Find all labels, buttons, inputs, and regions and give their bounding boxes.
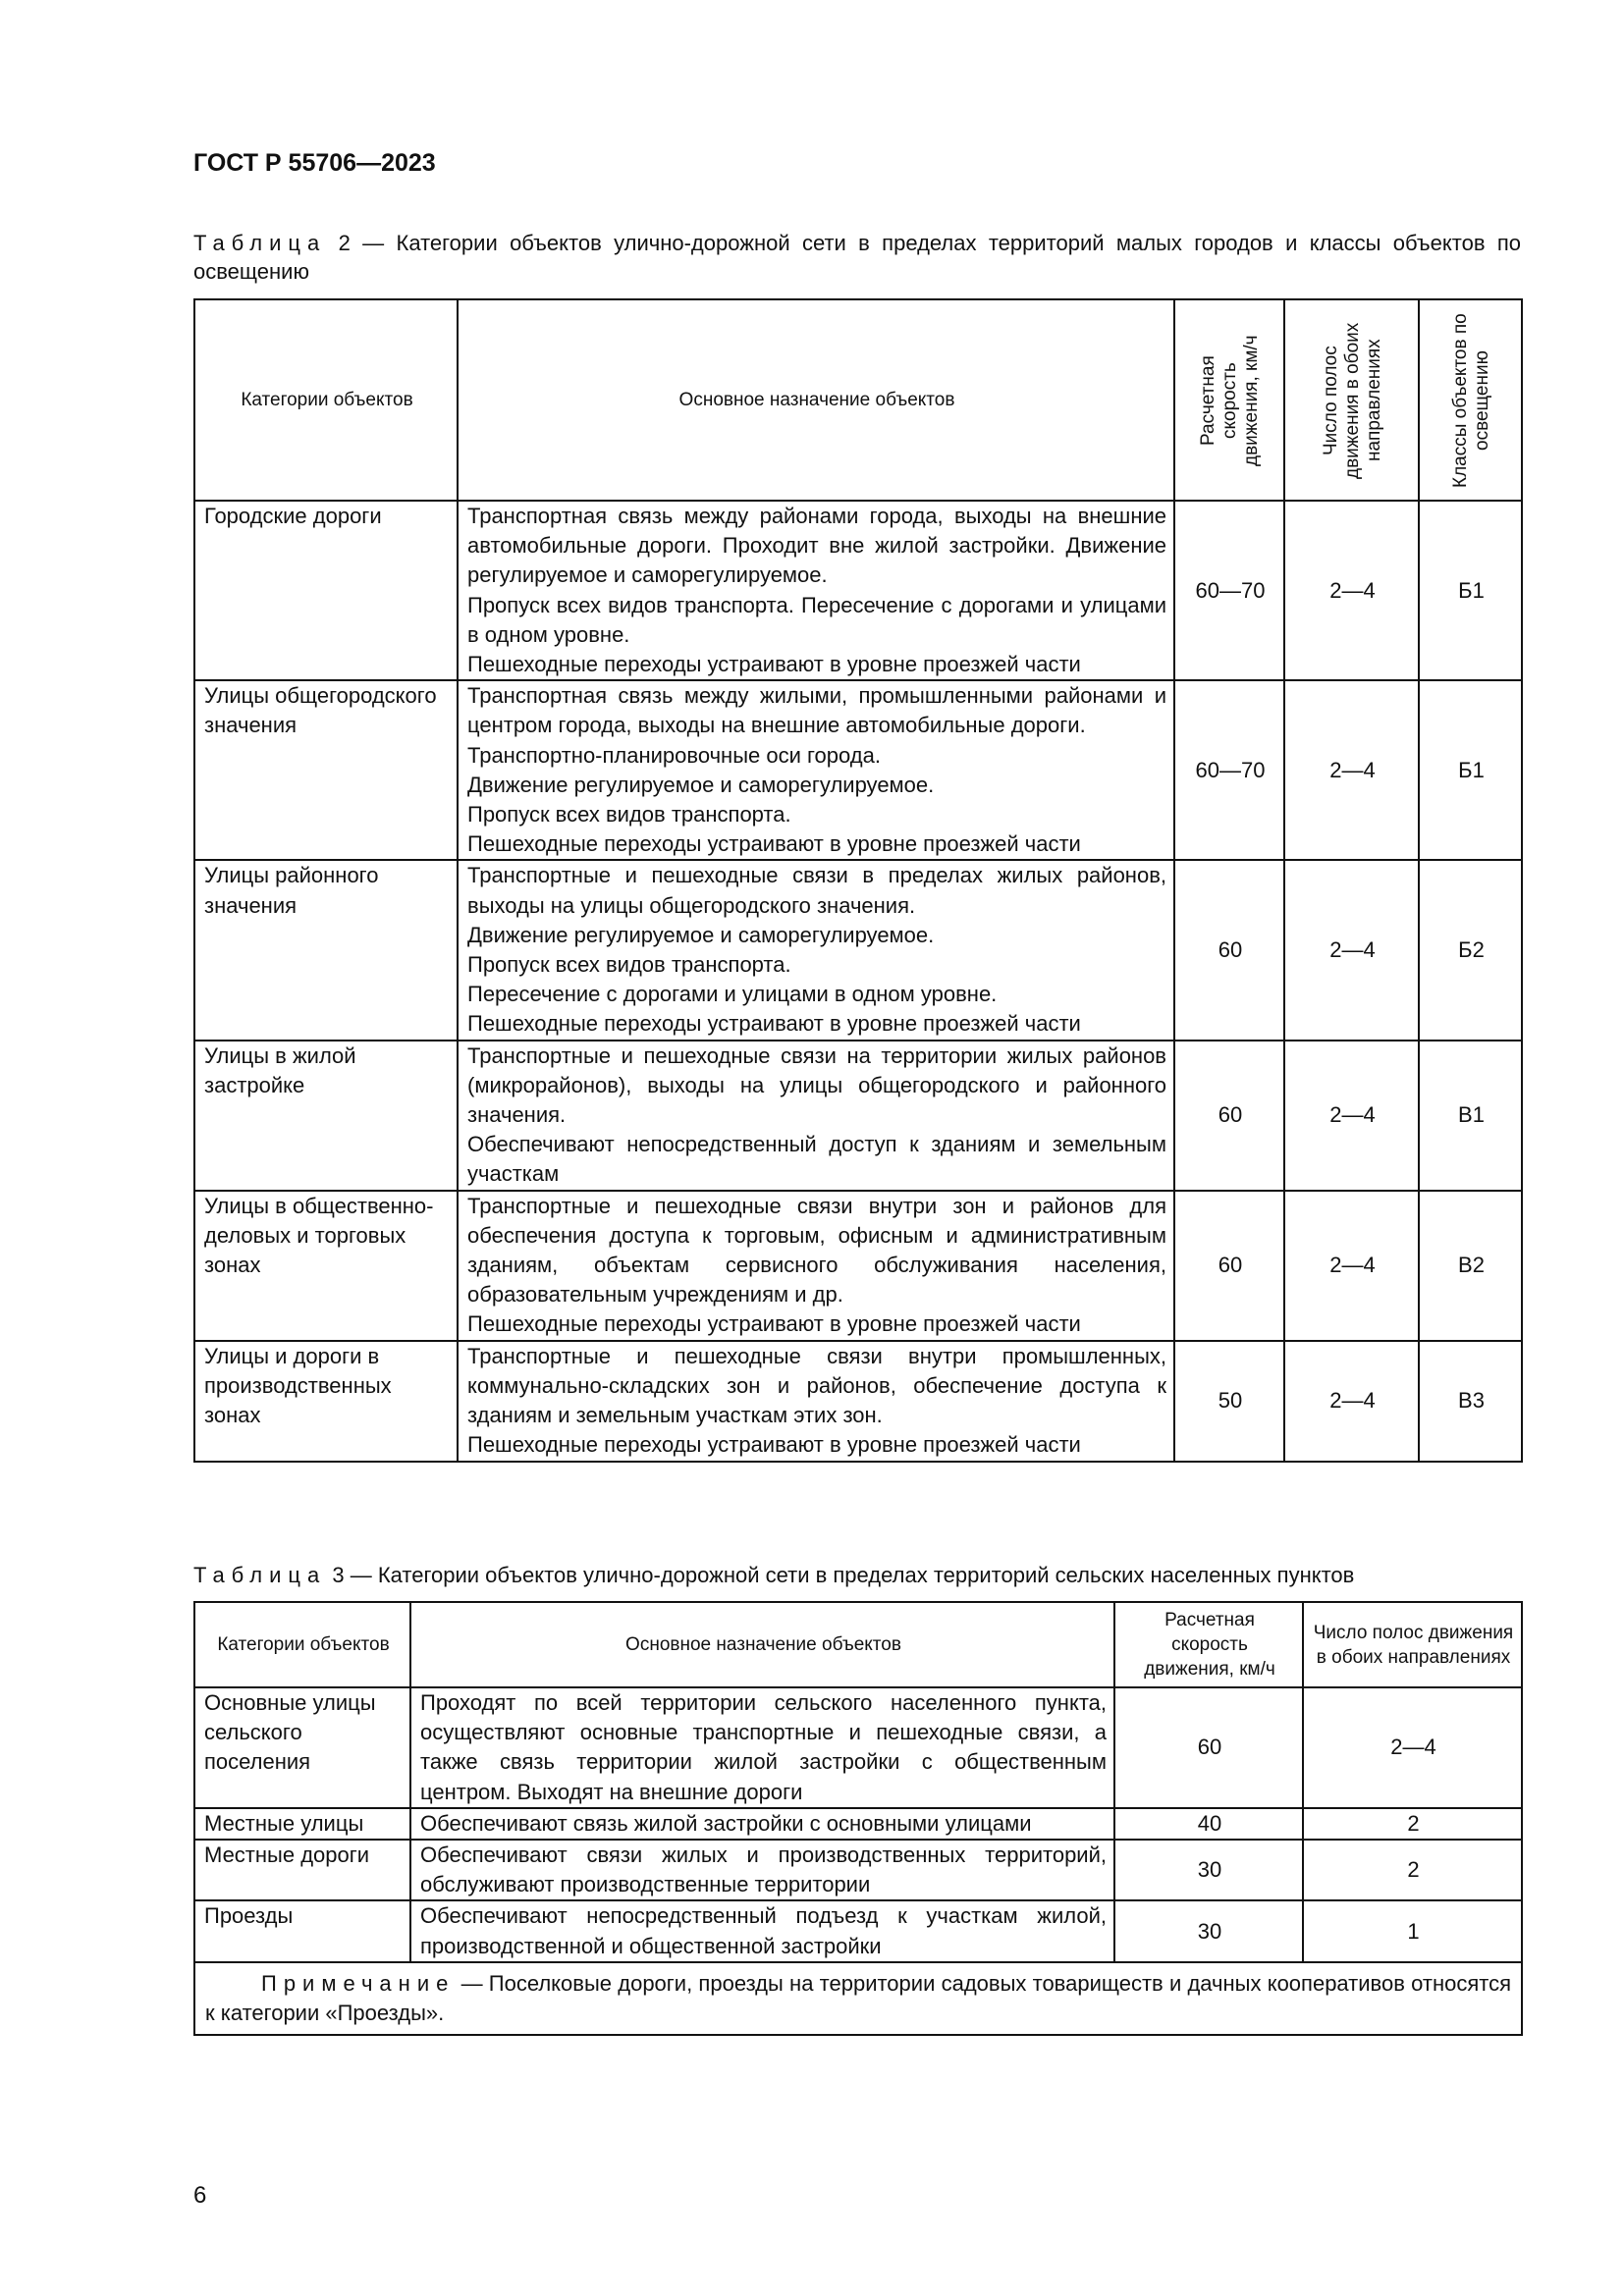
table2-cell-class: Б1 — [1419, 680, 1522, 860]
table2-cell-class: В1 — [1419, 1041, 1522, 1191]
table2-cell-speed: 60 — [1174, 1041, 1284, 1191]
table2-cell-category: Улицы в жилой застройке — [194, 1041, 458, 1191]
table3-cell-speed: 60 — [1114, 1687, 1303, 1808]
table3-cell-category: Проезды — [194, 1900, 410, 1961]
table3-cell-lanes: 2 — [1303, 1808, 1522, 1840]
table2-cell-class: Б1 — [1419, 501, 1522, 680]
table2-cell-purpose: Транспортные и пешеходные связи внутри зон и районов для обеспечения доступа к торговым, офисным и административным зданиям, объектам сервисного обслуживания населения, образовательным учреждениям и др. Пешеходные переходы устраивают в уровне проезжей части — [458, 1191, 1174, 1341]
table2-cell-class: В2 — [1419, 1191, 1522, 1341]
table2-cell-purpose: Транспортные и пешеходные связи на территории жилых районов (микрорайонов), выходы на улицы общегородского и районного значения. Обеспечивают непосредственный доступ к зданиям и земельным участкам — [458, 1041, 1174, 1191]
table2-header-speed-text: Расчетная скорость движения, км/ч — [1198, 334, 1262, 466]
table3-header-category: Категории объектов — [194, 1602, 410, 1687]
table2-cell-lanes: 2—4 — [1284, 1041, 1419, 1191]
table-row — [194, 1341, 1522, 1462]
table2-cell-lanes: 2—4 — [1284, 680, 1419, 860]
table3-note-text: — Поселковые дороги, проезды на территории садовых товариществ и дачных кооперативов относятся к категории «Проезды». — [205, 1970, 1511, 2026]
table2-header-row — [194, 299, 1522, 501]
table-row — [194, 501, 1522, 680]
table-row — [194, 1191, 1522, 1341]
table2-body — [194, 501, 1522, 1462]
table-row — [194, 1900, 1522, 1961]
table2 — [193, 298, 1523, 1463]
table-row — [194, 1041, 1522, 1191]
table2-header-lanes — [1284, 299, 1419, 501]
table2-cell-category: Улицы в общественно-деловых и торговых зонах — [194, 1191, 458, 1341]
table3-cell-category: Местные дороги — [194, 1840, 410, 1900]
table2-cell-category: Улицы районного значения — [194, 860, 458, 1040]
table2-cell-purpose: Транспортные и пешеходные связи внутри промышленных, коммунально-складских зон и районов, обеспечение доступа к зданиям и земельным участкам этих зон. Пешеходные переходы устраивают в уровне проезжей части — [458, 1341, 1174, 1462]
table3-cell-lanes: 1 — [1303, 1900, 1522, 1961]
table3-cell-category: Местные улицы — [194, 1808, 410, 1840]
table2-caption — [193, 229, 1521, 286]
table3-header-purpose: Основное назначение объектов — [410, 1602, 1114, 1687]
table3-cell-lanes: 2—4 — [1303, 1687, 1522, 1808]
document-id: ГОСТ Р 55706—2023 — [193, 149, 436, 177]
table2-header-class-text: Классы объектов по освещению — [1449, 312, 1492, 488]
table2-cell-purpose: Транспортная связь между жилыми, промышленными районами и центром города, выходы на внешние автомобильные дороги. Транспортно-планировочные оси города. Движение регулируемое и саморегулируемое. Пропуск всех видов транспорта. Пешеходные переходы устраивают в уровне проезжей части — [458, 680, 1174, 860]
table2-cell-lanes: 2—4 — [1284, 501, 1419, 680]
table3-caption-prefix: Таблица — [193, 1563, 327, 1587]
page-number: 6 — [193, 2182, 207, 2209]
table2-cell-speed: 60—70 — [1174, 680, 1284, 860]
table3-cell-purpose: Проходят по всей территории сельского населенного пункта, осуществляют основные транспортные и пешеходные связи, а также связь территории жилой застройки с общественным центром. Выходят на внешние дороги — [410, 1687, 1114, 1808]
table-row — [194, 860, 1522, 1040]
table2-header-purpose: Основное назначение объектов — [458, 299, 1174, 501]
table2-header-class — [1419, 299, 1522, 501]
table3-cell-speed: 30 — [1114, 1900, 1303, 1961]
table2-caption-text: 2 — Категории объектов улично-дорожной сети в пределах территорий малых городов и классы объектов по освещению — [193, 231, 1521, 284]
table2-cell-speed: 60 — [1174, 1191, 1284, 1341]
table3-header-speed: Расчетная скорость движения, км/ч — [1114, 1602, 1303, 1687]
table-row — [194, 1687, 1522, 1808]
table3-cell-purpose: Обеспечивают связь жилой застройки с основными улицами — [410, 1808, 1114, 1840]
table3-note — [194, 1962, 1522, 2035]
table2-cell-category: Улицы общегородского значения — [194, 680, 458, 860]
table2-cell-speed: 50 — [1174, 1341, 1284, 1462]
table2-cell-speed: 60 — [1174, 860, 1284, 1040]
table2-caption-prefix: Таблица — [193, 231, 327, 255]
table3-cell-purpose: Обеспечивают непосредственный подъезд к участкам жилой, производственной и общественной застройки — [410, 1900, 1114, 1961]
table3-header-lanes: Число полос движения в обоих направлениях — [1303, 1602, 1522, 1687]
table3-header-row — [194, 1602, 1522, 1687]
table-row — [194, 1840, 1522, 1900]
table2-cell-lanes: 2—4 — [1284, 1191, 1419, 1341]
table3-cell-category: Основные улицы сельского поселения — [194, 1687, 410, 1808]
table2-cell-class: В3 — [1419, 1341, 1522, 1462]
table-row — [194, 680, 1522, 860]
table3-cell-speed: 40 — [1114, 1808, 1303, 1840]
table2-cell-lanes: 2—4 — [1284, 860, 1419, 1040]
table2-cell-purpose: Транспортная связь между районами города, выходы на внешние автомобильные дороги. Проходит вне жилой застройки. Движение регулируемое и саморегулируемое. Пропуск всех видов транспорта. Пересечение с дорогами и улицами в одном уровне. Пешеходные переходы устраивают в уровне проезжей части — [458, 501, 1174, 680]
table3-caption-text: 3 — Категории объектов улично-дорожной сети в пределах территорий сельских населенных пунктов — [326, 1563, 1355, 1587]
table2-cell-class: Б2 — [1419, 860, 1522, 1040]
table3 — [193, 1601, 1523, 2036]
table3-note-row — [194, 1962, 1522, 2035]
table2-header-speed — [1174, 299, 1284, 501]
table3-note-label: Примечание — [261, 1970, 456, 1996]
table3-cell-purpose: Обеспечивают связи жилых и производственных территорий, обслуживают производственные территории — [410, 1840, 1114, 1900]
table2-cell-category: Улицы и дороги в производственных зонах — [194, 1341, 458, 1462]
table2-header-category: Категории объектов — [194, 299, 458, 501]
table3-cell-lanes: 2 — [1303, 1840, 1522, 1900]
table2-header-lanes-text: Число полос движения в обоих направлениях — [1320, 321, 1384, 479]
table3-caption — [193, 1561, 1521, 1589]
table2-cell-purpose: Транспортные и пешеходные связи в пределах жилых районов, выходы на улицы общегородского значения. Движение регулируемое и саморегулируемое. Пропуск всех видов транспорта. Пересечение с дорогами и улицами в одном уровне. Пешеходные переходы устраивают в уровне проезжей части — [458, 860, 1174, 1040]
table3-body — [194, 1687, 1522, 1962]
table2-cell-speed: 60—70 — [1174, 501, 1284, 680]
table-row — [194, 1808, 1522, 1840]
table3-cell-speed: 30 — [1114, 1840, 1303, 1900]
table2-cell-category: Городские дороги — [194, 501, 458, 680]
table2-cell-lanes: 2—4 — [1284, 1341, 1419, 1462]
